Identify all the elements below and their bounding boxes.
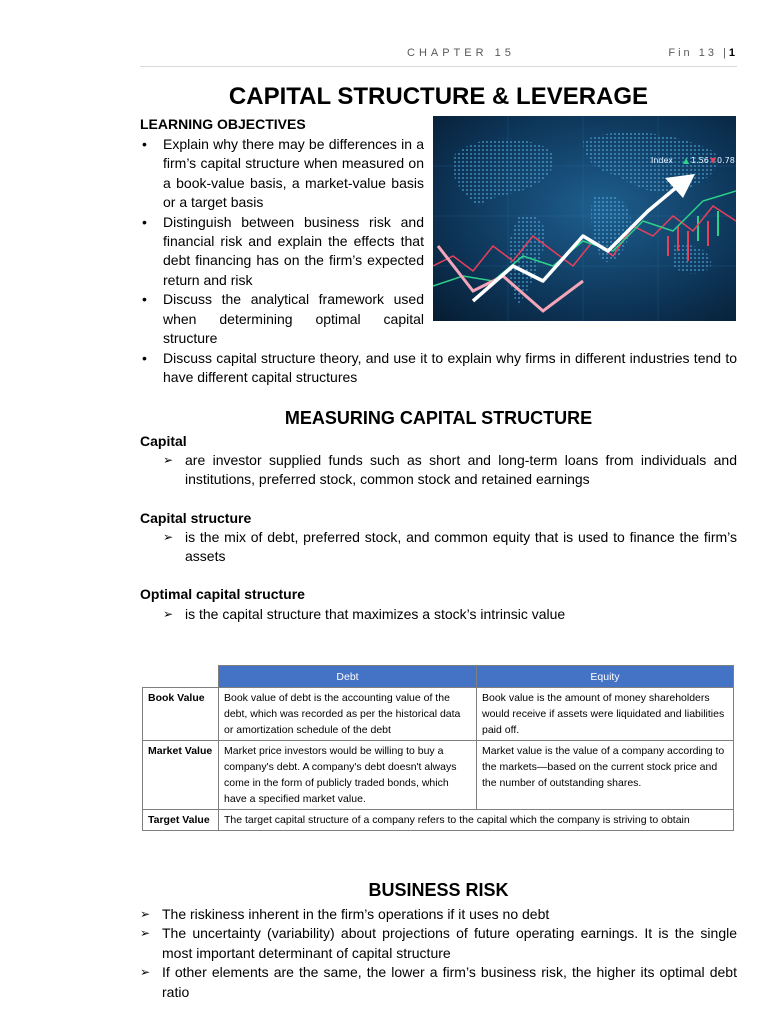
table-cell: Book value is the amount of money shareholders would receive if assets were liquidated and liabilities paid off. [477,688,734,741]
page-number: 1 [728,47,735,59]
term-optimal-definition [163,605,737,624]
table-row [143,741,734,810]
svg-text:▲: ▲ [683,156,690,165]
list-item: ➢ If other elements are the same, the lower a firm’s business risk, the higher its optimal debt ratio [140,963,737,1002]
ticker-value-2: 0.78 [717,156,735,165]
ticker-index-label: Index [651,156,674,165]
term-capital-structure: Capital structure [140,510,252,526]
definition-item: ➢ is the capital structure that maximizes a stock’s intrinsic value [163,605,737,624]
column-header-debt: Debt [219,666,477,688]
table-cell: Market value is the value of a company according to the markets—based on the current stock price and the number of outstanding shares. [477,741,734,810]
term-optimal-capital-structure: Optimal capital structure [140,586,305,602]
term-capital-structure-definition [163,528,737,567]
page-label [668,47,735,59]
table-row [143,688,734,741]
capital-structure-table [142,665,734,831]
objective-item: • Distinguish between business risk and financial risk and explain the effects that debt financing has on the firm’s expected return and risk [140,213,424,291]
page-title: CAPITAL STRUCTURE & LEVERAGE [228,83,649,110]
list-item: ➢ The riskiness inherent in the firm’s operations if it uses no debt [140,905,737,924]
page-header [140,47,737,67]
table-corner-cell [143,666,219,688]
objective-item: • Discuss capital structure theory, and use it to explain why firms in different industries tend to have different capital structures [140,349,737,388]
measuring-heading: MEASURING CAPITAL STRUCTURE [284,408,593,428]
business-risk-heading: BUSINESS RISK [368,880,509,900]
term-capital: Capital [140,433,187,449]
table-header-row [143,666,734,688]
objectives-heading: LEARNING OBJECTIVES [140,116,306,132]
chapter-label: CHAPTER 15 [407,47,515,59]
ticker-readout [651,156,735,165]
definition-item: ➢ is the mix of debt, preferred stock, and common equity that is used to finance the firm’s assets [163,528,737,567]
term-capital-definition [163,451,737,490]
svg-text:▼: ▼ [710,156,717,165]
ticker-value-1: 1.56 [691,156,709,165]
definition-item: ➢ are investor supplied funds such as short and long-term loans from individuals and institutions, preferred stock, common stock and retained earnings [163,451,737,490]
objective-item: • Explain why there may be differences in a firm’s capital structure when measured on a book-value basis, a market-value basis or a target basis [140,135,424,213]
business-risk-list [140,905,737,1002]
finance-chart-image [433,116,736,321]
table-cell: Market price investors would be willing to buy a company's debt. A company's debt doesn't always come in the form of publicly traded bonds, which have a specified market value. [219,741,477,810]
column-header-equity: Equity [477,666,734,688]
row-header: Market Value [143,741,219,810]
finance-chart-illustration [433,116,736,321]
table-cell-merged: The target capital structure of a company refers to the capital which the company is striving to obtain [219,810,734,831]
table-cell: Book value of debt is the accounting value of the debt, which was recorded as per the historical data or amortization schedule of the debt [219,688,477,741]
objective-item: • Discuss the analytical framework used when determining optimal capital structure [140,290,424,348]
table-row [143,810,734,831]
page-prefix: Fin 13 | [668,47,729,59]
objectives-list [140,135,424,348]
row-header: Book Value [143,688,219,741]
list-item: ➢ The uncertainty (variability) about projections of future operating earnings. It is the single most important determinant of capital structure [140,924,737,963]
objectives-list-continued [140,349,737,388]
row-header: Target Value [143,810,219,831]
